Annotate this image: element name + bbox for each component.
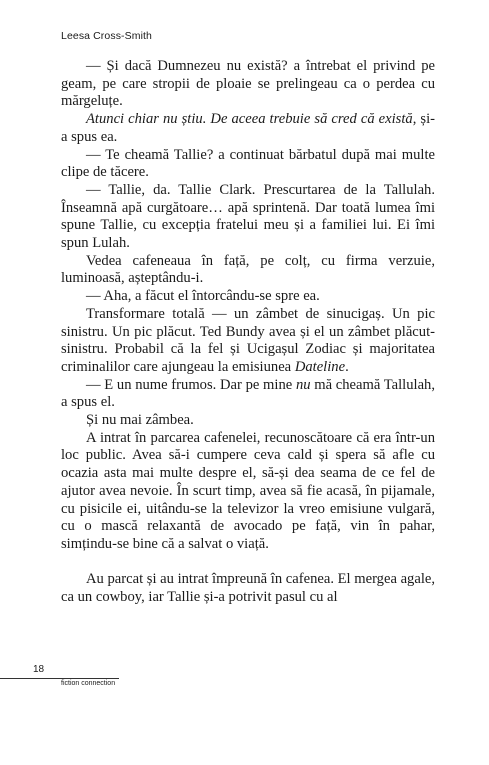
text-run: Transformare totală — un zâmbet de sinucigaș. Un pic sinistru. Un pic plăcut. Ted Bundy avea și el un zâmbet plăcut-sinistru. Probabil că la fel și Ucigașul Zodiac și majoritatea criminalilor care ajungeau la emisiunea [61,305,435,375]
italic-title: Dateline [294,358,346,375]
paragraph: A intrat în parcarea cafenelei, recunoscătoare că era într-un loc public. Avea să-i cumpere ceva cald și spera să afle cu ocazia asta mai multe despre el, să-și dea seama de ce fel de ajutor avea nevoie. În scurt timp, avea să fie acasă, în pijamale, cu pisicile ei, uitându-se la televizor la vreo emisiune vulgară, cu o mască relaxantă de avocado pe față, vin în pahar, simțindu-se bine că a salvat o viață. [61,429,435,552]
paragraph: — Te cheamă Tallie? a continuat bărbatul după mai multe clipe de tăcere. [61,146,435,181]
running-head-author: Leesa Cross-Smith [61,30,152,42]
paragraph: Și nu mai zâmbea. [86,412,194,429]
footer-divider [0,678,119,679]
paragraph: — Aha, a făcut el întorcându-se spre ea. [86,288,320,305]
paragraph: — Tallie, da. Tallie Clark. Prescurtarea de la Tallulah. Înseamnă apă curgătoare… apă sprintenă. Dar toată lumea îmi spune Tallie, cu excepția fratelui meu și a familiei lui. Ei îmi spun Lulah. [61,181,435,252]
footer-series-label: fiction connection [61,680,116,687]
paragraph [61,377,435,412]
paragraph [61,111,435,146]
text-run: , și-a spus ea. [61,111,436,145]
italic-thought: Atunci chiar nu știu. De aceea trebuie să cred că există [86,111,413,128]
paragraph: — Și dacă Dumnezeu nu există? a întrebat el privind pe geam, pe care stropii de ploaie se prelingeau ca o perdea cu mărgeluțe. [61,58,435,110]
text-run: . [345,358,349,375]
italic-emphasis: nu [295,376,311,393]
paragraph: Au parcat și au intrat împreună în cafenea. El mergea agale, ca un cowboy, iar Tallie și-a potrivit pasul cu al [61,571,436,606]
text-run: — E un nume frumos. Dar pe mine [86,376,296,393]
paragraph [61,306,435,377]
text-run: mă cheamă Tallulah, a spus el. [61,376,436,411]
paragraph: Vedea cafeneaua în față, pe colț, cu firma verzuie, luminoasă, așteptându-i. [61,252,435,287]
body-text [61,58,435,607]
page-number: 18 [33,664,45,675]
